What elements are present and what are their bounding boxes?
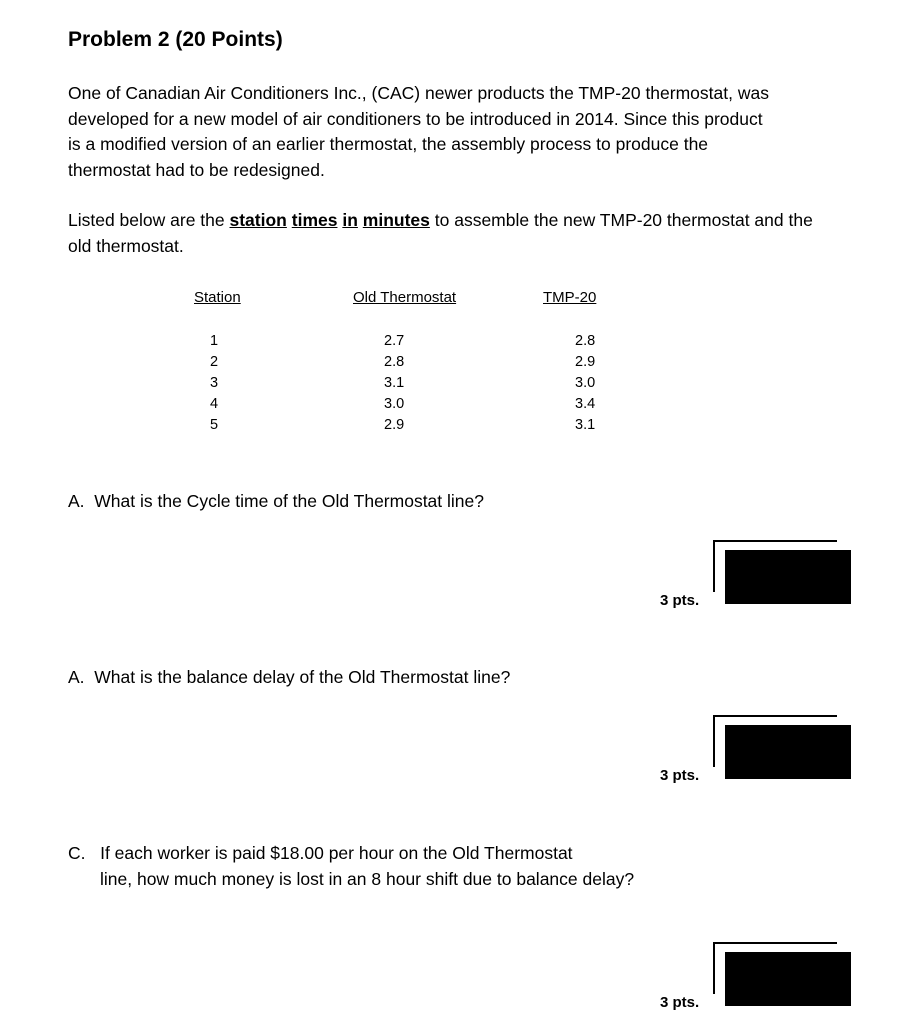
old-time-cell: 2.9 (384, 417, 405, 433)
old-time-cell: 3.1 (384, 375, 405, 391)
station-cell: 1 (209, 333, 219, 349)
station-cell: 4 (209, 396, 219, 412)
question-text: If each worker is paid $18.00 per hour on the Old Thermostat (100, 843, 573, 863)
question-text: What is the balance delay of the Old Thermostat line? (94, 667, 511, 687)
tmp20-time-cell: 2.9 (575, 354, 596, 370)
points-label: 3 pts. (660, 592, 700, 609)
old-thermostat-column (384, 331, 414, 436)
intro-line: developed for a new model of air conditioners to be introduced in 2014. Since this product (68, 108, 763, 129)
question-text: What is the Cycle time of the Old Thermostat line? (94, 491, 484, 511)
tmp20-time-cell: 3.4 (575, 396, 596, 412)
listing-suffix: to assemble the new TMP-20 thermostat and the (429, 210, 813, 230)
listing-line (68, 208, 888, 234)
intro-line: One of Canadian Air Conditioners Inc., (CAC) newer products the TMP-20 thermostat, was (68, 83, 769, 103)
emphasis-word: station (229, 210, 287, 230)
tmp20-time-cell: 3.1 (575, 417, 596, 433)
header-old-thermostat: Old Thermostat (353, 289, 457, 306)
points-label: 3 pts. (660, 767, 700, 784)
redaction-block (725, 952, 851, 1006)
question-balance-delay (68, 664, 510, 690)
listing-line: old thermostat. (68, 235, 184, 256)
question-money-lost (68, 840, 634, 892)
question-line (68, 840, 634, 866)
question-label: A. (68, 667, 85, 687)
old-time-cell: 2.7 (384, 333, 405, 349)
tmp20-time-cell: 2.8 (575, 333, 596, 349)
emphasis-word: minutes (362, 210, 430, 230)
redaction-block (725, 725, 851, 779)
old-time-cell: 2.8 (384, 354, 405, 370)
redaction-block (725, 550, 851, 604)
tmp20-column (575, 331, 605, 436)
problem-title: Problem 2 (20 Points) (68, 28, 283, 51)
station-column (204, 331, 224, 436)
answer-box[interactable] (713, 942, 851, 1008)
station-cell: 3 (209, 375, 219, 391)
station-cell: 2 (209, 354, 219, 370)
answer-box[interactable] (713, 540, 851, 606)
header-tmp20: TMP-20 (543, 289, 597, 306)
old-time-cell: 3.0 (384, 396, 405, 412)
header-station: Station (194, 289, 241, 306)
points-label: 3 pts. (660, 994, 700, 1011)
answer-box[interactable] (713, 715, 851, 781)
intro-paragraph (68, 81, 888, 183)
tmp20-time-cell: 3.0 (575, 375, 596, 391)
question-label: C. (68, 843, 86, 863)
station-cell: 5 (209, 417, 219, 433)
emphasis-word: in (342, 210, 358, 230)
question-text: line, how much money is lost in an 8 hour shift due to balance delay? (100, 869, 635, 889)
question-label: A. (68, 491, 85, 511)
question-cycle-time (68, 488, 484, 514)
listing-prefix: Listed below are the (68, 210, 230, 230)
intro-line: is a modified version of an earlier thermostat, the assembly process to produce the (68, 134, 709, 154)
emphasis-word: times (291, 210, 338, 230)
intro-line: thermostat had to be redesigned. (68, 159, 325, 180)
listing-paragraph (68, 208, 888, 259)
